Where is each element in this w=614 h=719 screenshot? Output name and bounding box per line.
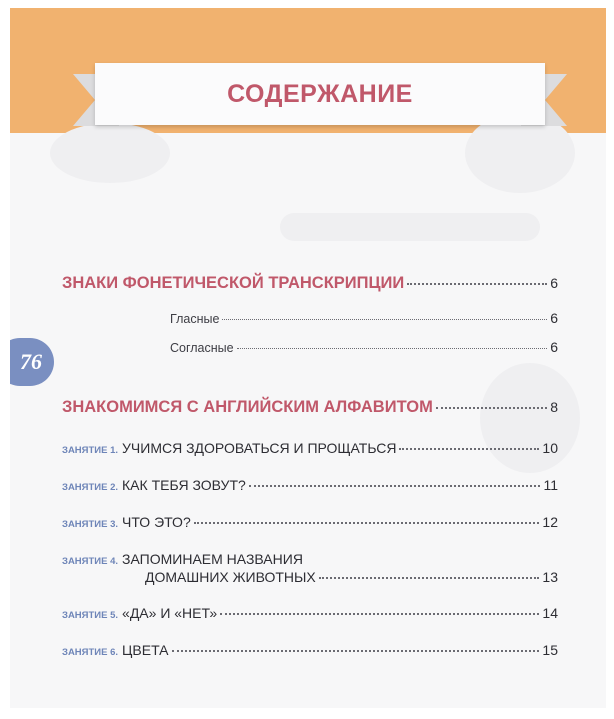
toc-page-number: 12	[542, 514, 558, 530]
toc-page-number: 6	[550, 339, 558, 355]
toc-heading: ЗНАКИ ФОНЕТИЧЕСКОЙ ТРАНСКРИПЦИИ	[62, 274, 405, 292]
lesson-title: УЧИМСЯ ЗДОРОВАТЬСЯ И ПРОЩАТЬСЯ	[122, 440, 397, 456]
toc-subentry: Согласные	[170, 341, 234, 355]
lesson-tag: ЗАНЯТИЕ 1.	[62, 445, 119, 456]
toc-subentry: Гласные	[170, 312, 220, 326]
dot-leader	[220, 613, 539, 615]
book-page	[10, 8, 606, 708]
dot-leader	[194, 522, 540, 524]
toc-page-number: 6	[550, 275, 558, 291]
lesson-tag: ЗАНЯТИЕ 6.	[62, 647, 119, 658]
toc-entry-lesson-1[interactable]	[62, 440, 558, 456]
page-number-badge	[10, 338, 54, 386]
toc-page-number: 13	[542, 569, 558, 585]
toc-entry-lesson-4[interactable]	[62, 551, 558, 583]
toc-entry-lesson-5[interactable]	[62, 605, 558, 621]
dot-leader	[237, 348, 548, 349]
dot-leader	[319, 577, 540, 579]
toc-entry-lesson-2[interactable]	[62, 477, 558, 493]
page-title: СОДЕРЖАНИЕ	[227, 79, 413, 108]
lesson-title: ЧТО ЭТО?	[122, 514, 191, 530]
dot-leader	[222, 319, 547, 320]
lesson-title-line-2: ДОМАШНИХ ЖИВОТНЫХ	[145, 569, 316, 585]
background-illustration	[480, 363, 580, 473]
dot-leader	[249, 485, 541, 487]
lesson-title-line-1: ЗАПОМИНАЕМ НАЗВАНИЯ	[122, 551, 303, 567]
toc-page-number: 8	[550, 399, 558, 415]
dot-leader	[407, 283, 547, 285]
lesson-tag: ЗАНЯТИЕ 5.	[62, 610, 119, 621]
ribbon-banner	[95, 63, 545, 125]
lesson-tag: ЗАНЯТИЕ 2.	[62, 482, 119, 493]
lesson-tag: ЗАНЯТИЕ 3.	[62, 519, 119, 530]
dot-leader	[172, 650, 540, 652]
toc-page-number: 10	[542, 440, 558, 456]
toc-page-number: 11	[543, 477, 558, 493]
lesson-title: «ДА» И «НЕТ»	[122, 605, 218, 621]
toc-heading: ЗНАКОМИМСЯ С АНГЛИЙСКИМ АЛФАВИТОМ	[62, 398, 433, 416]
lesson-tag: ЗАНЯТИЕ 4.	[62, 556, 119, 567]
dot-leader	[436, 407, 547, 409]
dot-leader	[399, 448, 539, 450]
lesson-title: КАК ТЕБЯ ЗОВУТ?	[122, 477, 246, 493]
toc-entry-lesson-6[interactable]	[62, 642, 558, 658]
toc-page-number: 15	[542, 642, 558, 658]
background-illustration	[280, 213, 540, 241]
toc-entry-alphabet[interactable]	[62, 398, 558, 417]
toc-page-number: 14	[542, 605, 558, 621]
title-ribbon	[73, 58, 567, 138]
toc-entry-vowels[interactable]	[170, 310, 558, 326]
page-number: 76	[20, 349, 42, 374]
toc-entry-lesson-3[interactable]	[62, 514, 558, 530]
toc-entry-consonants[interactable]	[170, 339, 558, 355]
lesson-title: ЦВЕТА	[122, 642, 169, 658]
toc-page-number: 6	[550, 310, 558, 326]
toc-entry-phonetic[interactable]	[62, 274, 558, 293]
